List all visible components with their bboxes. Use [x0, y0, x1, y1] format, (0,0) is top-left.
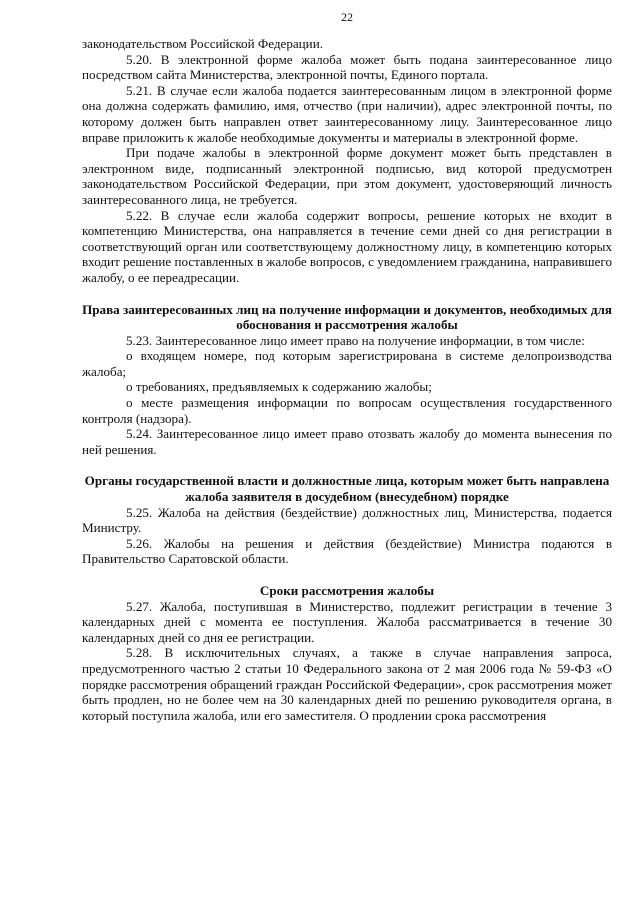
paragraph-continuation: законодательством Российской Федерации.	[82, 36, 323, 51]
paragraph-5-28: 5.28. В исключительных случаях, а также в случае направления запроса, предусмотренного частью 2 статьи 10 Федерального закона от 2 мая 2006 года № 59-ФЗ «О порядке рассмотрения обращений граждан Российской Федерации», срок рассмотрения может быть продлен, но не более чем на 30 календарных дней по решению руководителя органа, в который поступила жалоба, или его заместителя. О продлении срока рассмотрения	[82, 645, 612, 723]
paragraph-5-25: 5.25. Жалоба на действия (бездействие) должностных лиц, Министерства, подается Министру.	[82, 504, 612, 536]
section-heading-terms: Сроки рассмотрения жалобы	[259, 583, 435, 598]
page-number: 22	[341, 10, 353, 24]
spacer	[82, 567, 612, 583]
spacer	[82, 286, 612, 302]
list-item-info-location: о месте размещения информации по вопросам осуществления государственного контроля (надзора).	[82, 395, 612, 426]
paragraph-electronic-submission: При подаче жалобы в электронной форме документ может быть представлен в электронном виде, подписанный электронной подписью, вид которой предусмотрен законодательством Российской Федерации, при этом документ, удостоверяющий личность заинтересованного лица, не требуется.	[82, 145, 612, 207]
paragraph-5-21: 5.21. В случае если жалоба подается заинтересованным лицом в электронной форме она должна содержать фамилию, имя, отчество (при наличии), адрес электронной почты, по которому должен быть направлен ответ заинтересованному лицу. Заинтересованное лицо вправе приложить к жалобе необходимые документы и материалы в электронной форме.	[82, 82, 612, 145]
paragraph-5-23: 5.23. Заинтересованное лицо имеет право на получение информации, в том числе:	[126, 332, 585, 348]
section-heading-authorities: Органы государственной власти и должностные лица, которым может быть направлена жалоба заявителя в досудебном (внесудебном) порядке	[84, 473, 610, 505]
list-item-incoming-number: о входящем номере, под которым зарегистрирована в системе делопроизводства жалоба;	[82, 348, 612, 379]
section-heading-rights: Права заинтересованных лиц на получение информации и документов, необходимых для обоснования и рассмотрения жалобы	[82, 301, 612, 333]
spacer	[82, 457, 612, 473]
paragraph-5-27: 5.27. Жалоба, поступившая в Министерство, подлежит регистрации в течение 3 календарных дней с момента ее поступления. Жалоба рассматривается в течение 30 календарных дней со дня ее регистрации.	[82, 598, 612, 645]
paragraph-5-20: 5.20. В электронной форме жалоба может быть подана заинтересованное лицо посредством сайта Министерства, электронной почты, Единого портала.	[82, 51, 612, 83]
paragraph-5-22: 5.22. В случае если жалоба содержит вопросы, решение которых не входит в компетенцию Министерства, она направляется в течение семи дней со дня регистрации в соответствующий орган или соответствующему должностному лицу, в компетенцию которых входит решение поставленных в жалобе вопросов, с уведомлением гражданина, направившего жалобу, о ее переадресации.	[82, 207, 612, 285]
paragraph-5-26: 5.26. Жалобы на решения и действия (бездействие) Министра подаются в Правительство Саратовской области.	[82, 535, 612, 567]
list-item-requirements: о требованиях, предъявляемых к содержанию жалобы;	[126, 379, 432, 395]
paragraph-5-24: 5.24. Заинтересованное лицо имеет право отозвать жалобу до момента вынесения по ней решения.	[82, 426, 612, 457]
